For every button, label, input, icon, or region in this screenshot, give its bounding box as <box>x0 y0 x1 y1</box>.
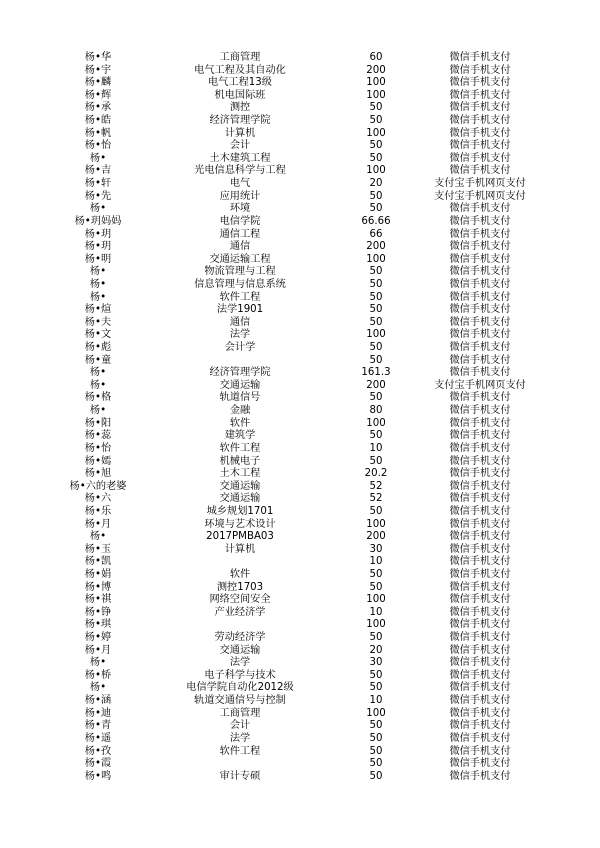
amount-cell: 100 <box>366 329 386 341</box>
payment-method-cell: 微信手机支付 <box>449 253 511 265</box>
payment-method-cell: 微信手机支付 <box>449 455 511 467</box>
payment-method-cell: 微信手机支付 <box>449 127 511 139</box>
donor-name-cell: 杨•玥 <box>84 228 112 240</box>
donor-name-cell: 杨•轩 <box>84 178 112 190</box>
table-row <box>0 418 600 431</box>
donor-name-cell: 杨•乐 <box>84 505 112 517</box>
donor-name-cell: 杨• <box>89 266 107 278</box>
amount-cell: 200 <box>366 241 386 253</box>
amount-cell: 66.66 <box>361 215 391 227</box>
table-row <box>0 632 600 645</box>
donor-name-cell: 杨•遥 <box>84 732 112 744</box>
table-row <box>0 682 600 695</box>
amount-cell: 50 <box>369 770 383 782</box>
table-row <box>0 582 600 595</box>
donor-name-cell: 杨•吉 <box>84 165 112 177</box>
donor-name-cell: 杨• <box>89 379 107 391</box>
department-cell: 计算机 <box>224 543 256 555</box>
payment-method-cell: 微信手机支付 <box>449 417 511 429</box>
table-row <box>0 556 600 569</box>
table-row <box>0 670 600 683</box>
department-cell: 计算机 <box>224 127 256 139</box>
table-row <box>0 178 600 191</box>
department-cell: 软件 <box>229 417 251 429</box>
department-cell: 机械电子 <box>219 455 261 467</box>
table-row <box>0 456 600 469</box>
department-cell: 测控1703 <box>216 581 264 593</box>
payment-method-cell: 微信手机支付 <box>449 152 511 164</box>
amount-cell: 50 <box>369 758 383 770</box>
department-cell: 交通运输工程 <box>209 253 271 265</box>
donor-name-cell: 杨•辉 <box>84 89 112 101</box>
table-row <box>0 90 600 103</box>
donor-name-cell: 杨•凯 <box>84 556 112 568</box>
amount-cell: 50 <box>369 266 383 278</box>
payment-method-cell: 微信手机支付 <box>449 568 511 580</box>
payment-method-cell: 微信手机支付 <box>449 89 511 101</box>
table-row <box>0 619 600 632</box>
table-row <box>0 102 600 115</box>
department-cell: 环境 <box>229 203 251 215</box>
table-row <box>0 645 600 658</box>
amount-cell: 50 <box>369 745 383 757</box>
donor-name-cell: 杨• <box>89 291 107 303</box>
amount-cell: 100 <box>366 253 386 265</box>
payment-method-cell: 微信手机支付 <box>449 480 511 492</box>
table-row <box>0 771 600 784</box>
donor-name-cell: 杨•宇 <box>84 64 112 76</box>
amount-cell: 30 <box>369 543 383 555</box>
donor-name-cell: 杨•六的老婆 <box>69 480 127 492</box>
donor-name-cell: 杨•玥 <box>84 241 112 253</box>
amount-cell: 50 <box>369 152 383 164</box>
donor-name-cell: 杨•明 <box>84 253 112 265</box>
payment-method-cell: 微信手机支付 <box>449 354 511 366</box>
department-cell: 土木建筑工程 <box>209 152 271 164</box>
donor-name-cell: 杨•琪 <box>84 619 112 631</box>
table-row <box>0 153 600 166</box>
donor-name-cell: 杨•华 <box>84 52 112 63</box>
donor-name-cell: 杨•桥 <box>84 669 112 681</box>
table-row <box>0 65 600 78</box>
payment-method-cell: 微信手机支付 <box>449 64 511 76</box>
donor-name-cell: 杨•文 <box>84 329 112 341</box>
donor-name-cell: 杨•玉 <box>84 543 112 555</box>
amount-cell: 50 <box>369 632 383 644</box>
donor-name-cell: 杨• <box>89 531 107 543</box>
department-cell: 电子科学与技术 <box>204 669 276 681</box>
table-row <box>0 304 600 317</box>
payment-method-cell: 支付宝手机网页支付 <box>434 178 526 190</box>
donor-name-cell: 杨• <box>89 682 107 694</box>
donation-table <box>0 52 600 783</box>
donor-name-cell: 杨•玥妈妈 <box>74 215 122 227</box>
department-cell: 经济管理学院 <box>209 367 271 379</box>
payment-method-cell: 微信手机支付 <box>449 581 511 593</box>
donor-name-cell: 杨•博 <box>84 581 112 593</box>
donor-name-cell: 杨•祺 <box>84 594 112 606</box>
table-row <box>0 191 600 204</box>
payment-method-cell: 微信手机支付 <box>449 405 511 417</box>
amount-cell: 100 <box>366 417 386 429</box>
donor-name-cell: 杨•帆 <box>84 127 112 139</box>
payment-method-cell: 微信手机支付 <box>449 367 511 379</box>
payment-method-cell: 微信手机支付 <box>449 745 511 757</box>
donor-name-cell: 杨• <box>89 405 107 417</box>
payment-method-cell: 微信手机支付 <box>449 52 511 63</box>
payment-method-cell: 微信手机支付 <box>449 266 511 278</box>
department-cell: 环境与艺术设计 <box>204 518 276 530</box>
table-row <box>0 519 600 532</box>
department-cell: 2017PMBA03 <box>206 531 274 543</box>
payment-method-cell: 微信手机支付 <box>449 720 511 732</box>
amount-cell: 100 <box>366 165 386 177</box>
department-cell: 产业经济学 <box>214 606 266 618</box>
amount-cell: 50 <box>369 140 383 152</box>
donor-name-cell: 杨•娟 <box>84 568 112 580</box>
payment-method-cell: 微信手机支付 <box>449 392 511 404</box>
donor-name-cell: 杨•夫 <box>84 316 112 328</box>
department-cell: 轨道信号 <box>219 392 261 404</box>
donor-name-cell: 杨• <box>89 203 107 215</box>
payment-method-cell: 微信手机支付 <box>449 682 511 694</box>
table-row <box>0 493 600 506</box>
payment-method-cell: 微信手机支付 <box>449 278 511 290</box>
donor-name-cell: 杨• <box>89 657 107 669</box>
amount-cell: 50 <box>369 291 383 303</box>
department-cell: 电气 <box>229 178 251 190</box>
amount-cell: 20 <box>369 178 383 190</box>
amount-cell: 50 <box>369 505 383 517</box>
department-cell <box>144 758 336 771</box>
amount-cell: 50 <box>369 430 383 442</box>
department-cell: 通信工程 <box>219 228 261 240</box>
table-row <box>0 720 600 733</box>
amount-cell: 60 <box>369 52 383 63</box>
department-cell: 审计专硕 <box>219 770 261 782</box>
department-cell: 光电信息科学与工程 <box>194 165 286 177</box>
department-cell: 轨道交通信号与控制 <box>194 695 286 707</box>
table-row <box>0 380 600 393</box>
department-cell: 软件工程 <box>219 442 261 454</box>
payment-method-cell: 微信手机支付 <box>449 732 511 744</box>
department-cell: 电信学院自动化2012级 <box>186 682 294 694</box>
department-cell: 电气工程及其自动化 <box>194 64 286 76</box>
amount-cell: 200 <box>366 531 386 543</box>
payment-method-cell: 微信手机支付 <box>449 140 511 152</box>
payment-method-cell: 微信手机支付 <box>449 606 511 618</box>
amount-cell: 50 <box>369 581 383 593</box>
table-row <box>0 392 600 405</box>
amount-cell: 50 <box>369 102 383 114</box>
department-cell: 交通运输 <box>219 379 261 391</box>
donor-name-cell: 杨•月 <box>84 518 112 530</box>
donor-name-cell: 杨•蕊 <box>84 430 112 442</box>
amount-cell: 100 <box>366 594 386 606</box>
amount-cell: 10 <box>369 695 383 707</box>
table-row <box>0 405 600 418</box>
payment-method-cell: 微信手机支付 <box>449 669 511 681</box>
table-row <box>0 695 600 708</box>
donor-name-cell: 杨•彪 <box>84 342 112 354</box>
payment-method-cell: 微信手机支付 <box>449 695 511 707</box>
department-cell: 测控 <box>229 102 251 114</box>
department-cell: 交通运输 <box>219 480 261 492</box>
table-row <box>0 758 600 771</box>
payment-method-cell: 微信手机支付 <box>449 342 511 354</box>
donor-name-cell: 杨•霞 <box>84 758 112 770</box>
amount-cell: 52 <box>369 493 383 505</box>
table-row <box>0 77 600 90</box>
payment-method-cell: 微信手机支付 <box>449 442 511 454</box>
amount-cell: 20 <box>369 644 383 656</box>
table-row <box>0 115 600 128</box>
table-row <box>0 367 600 380</box>
department-cell: 交通运输 <box>219 493 261 505</box>
amount-cell: 10 <box>369 442 383 454</box>
table-row <box>0 241 600 254</box>
table-row <box>0 468 600 481</box>
department-cell <box>144 355 336 368</box>
payment-method-cell: 微信手机支付 <box>449 316 511 328</box>
table-row <box>0 165 600 178</box>
donor-name-cell: 杨•孜 <box>84 745 112 757</box>
department-cell: 金融 <box>229 405 251 417</box>
donor-name-cell: 杨•铮 <box>84 606 112 618</box>
amount-cell: 30 <box>369 657 383 669</box>
payment-method-cell: 微信手机支付 <box>449 291 511 303</box>
table-row <box>0 506 600 519</box>
payment-method-cell: 微信手机支付 <box>449 632 511 644</box>
payment-method-cell: 微信手机支付 <box>449 505 511 517</box>
table-row <box>0 342 600 355</box>
amount-cell: 100 <box>366 707 386 719</box>
department-cell: 电信学院 <box>219 215 261 227</box>
amount-cell: 66 <box>369 228 383 240</box>
amount-cell: 50 <box>369 568 383 580</box>
amount-cell: 100 <box>366 77 386 89</box>
table-row <box>0 229 600 242</box>
department-cell: 经济管理学院 <box>209 115 271 127</box>
department-cell: 机电国际班 <box>214 89 266 101</box>
table-row <box>0 140 600 153</box>
payment-method-cell: 微信手机支付 <box>449 644 511 656</box>
department-cell: 工商管理 <box>219 52 261 63</box>
department-cell: 软件工程 <box>219 745 261 757</box>
donor-name-cell: 杨•先 <box>84 190 112 202</box>
department-cell: 物流管理与工程 <box>204 266 276 278</box>
amount-cell: 100 <box>366 619 386 631</box>
department-cell: 网络空间安全 <box>209 594 271 606</box>
table-row <box>0 430 600 443</box>
donor-name-cell: 杨•皓 <box>84 115 112 127</box>
amount-cell: 20.2 <box>364 468 388 480</box>
payment-method-cell: 微信手机支付 <box>449 203 511 215</box>
table-row <box>0 329 600 342</box>
payment-method-cell: 微信手机支付 <box>449 770 511 782</box>
department-cell: 建筑学 <box>224 430 256 442</box>
donor-name-cell: 杨•六 <box>84 493 112 505</box>
payment-method-cell: 支付宝手机网页支付 <box>434 379 526 391</box>
payment-method-cell: 微信手机支付 <box>449 531 511 543</box>
amount-cell: 50 <box>369 278 383 290</box>
payment-method-cell: 微信手机支付 <box>449 707 511 719</box>
amount-cell: 50 <box>369 115 383 127</box>
payment-method-cell: 微信手机支付 <box>449 594 511 606</box>
department-cell: 城乡规划1701 <box>206 505 274 517</box>
amount-cell: 80 <box>369 405 383 417</box>
table-row <box>0 569 600 582</box>
payment-method-cell: 微信手机支付 <box>449 115 511 127</box>
table-row <box>0 746 600 759</box>
amount-cell: 50 <box>369 720 383 732</box>
donor-name-cell: 杨•婷 <box>84 632 112 644</box>
amount-cell: 100 <box>366 89 386 101</box>
amount-cell: 100 <box>366 518 386 530</box>
amount-cell: 50 <box>369 669 383 681</box>
department-cell: 软件工程 <box>219 291 261 303</box>
table-row <box>0 216 600 229</box>
amount-cell: 200 <box>366 379 386 391</box>
payment-method-cell: 微信手机支付 <box>449 556 511 568</box>
amount-cell: 161.3 <box>361 367 391 379</box>
table-row <box>0 733 600 746</box>
department-cell: 法学 <box>229 329 251 341</box>
department-cell: 交通运输 <box>219 644 261 656</box>
department-cell <box>144 619 336 632</box>
table-row <box>0 254 600 267</box>
payment-method-cell: 微信手机支付 <box>449 468 511 480</box>
payment-method-cell: 微信手机支付 <box>449 543 511 555</box>
department-cell: 会计 <box>229 140 251 152</box>
table-row <box>0 317 600 330</box>
amount-cell: 50 <box>369 342 383 354</box>
payment-method-cell: 微信手机支付 <box>449 493 511 505</box>
department-cell: 法学1901 <box>216 304 264 316</box>
amount-cell: 50 <box>369 190 383 202</box>
donor-name-cell: 杨•承 <box>84 102 112 114</box>
amount-cell: 100 <box>366 127 386 139</box>
payment-method-cell: 微信手机支付 <box>449 241 511 253</box>
donor-name-cell: 杨•旭 <box>84 468 112 480</box>
department-cell: 电气工程13级 <box>208 77 272 89</box>
table-row <box>0 292 600 305</box>
department-cell: 会计学 <box>224 342 256 354</box>
payment-method-cell: 微信手机支付 <box>449 518 511 530</box>
payment-method-cell: 微信手机支付 <box>449 77 511 89</box>
table-row <box>0 355 600 368</box>
amount-cell: 200 <box>366 64 386 76</box>
amount-cell: 10 <box>369 606 383 618</box>
donor-name-cell: 杨•迪 <box>84 707 112 719</box>
donor-name-cell: 杨•怡 <box>84 442 112 454</box>
payment-method-cell: 微信手机支付 <box>449 228 511 240</box>
table-row <box>0 443 600 456</box>
department-cell: 劳动经济学 <box>214 632 266 644</box>
donor-name-cell: 杨•阳 <box>84 417 112 429</box>
table-row <box>0 279 600 292</box>
table-row <box>0 544 600 557</box>
table-row <box>0 128 600 141</box>
department-cell: 土木工程 <box>219 468 261 480</box>
donor-name-cell: 杨•煊 <box>84 304 112 316</box>
table-row <box>0 657 600 670</box>
table-row <box>0 203 600 216</box>
table-row <box>0 594 600 607</box>
payment-method-cell: 微信手机支付 <box>449 758 511 770</box>
department-cell: 法学 <box>229 657 251 669</box>
payment-method-cell: 微信手机支付 <box>449 102 511 114</box>
amount-cell: 50 <box>369 455 383 467</box>
amount-cell: 52 <box>369 480 383 492</box>
payment-method-cell: 微信手机支付 <box>449 619 511 631</box>
donor-name-cell: 杨•青 <box>84 720 112 732</box>
table-row <box>0 708 600 721</box>
department-cell: 法学 <box>229 732 251 744</box>
table-row <box>0 531 600 544</box>
amount-cell: 50 <box>369 682 383 694</box>
payment-method-cell: 微信手机支付 <box>449 430 511 442</box>
donor-name-cell: 杨•怡 <box>84 140 112 152</box>
department-cell: 应用统计 <box>219 190 261 202</box>
amount-cell: 50 <box>369 304 383 316</box>
amount-cell: 50 <box>369 392 383 404</box>
amount-cell: 50 <box>369 354 383 366</box>
payment-method-cell: 微信手机支付 <box>449 304 511 316</box>
donor-name-cell: 杨•童 <box>84 354 112 366</box>
department-cell: 工商管理 <box>219 707 261 719</box>
payment-method-cell: 微信手机支付 <box>449 165 511 177</box>
donor-name-cell: 杨• <box>89 278 107 290</box>
table-row <box>0 607 600 620</box>
department-cell: 会计 <box>229 720 251 732</box>
amount-cell: 50 <box>369 316 383 328</box>
amount-cell: 50 <box>369 203 383 215</box>
department-cell: 通信 <box>229 316 251 328</box>
table-row <box>0 266 600 279</box>
donor-name-cell: 杨•格 <box>84 392 112 404</box>
amount-cell: 10 <box>369 556 383 568</box>
payment-method-cell: 微信手机支付 <box>449 329 511 341</box>
donor-name-cell: 杨•月 <box>84 644 112 656</box>
donor-name-cell: 杨•嫣 <box>84 455 112 467</box>
donor-name-cell: 杨•鸣 <box>84 770 112 782</box>
donor-name-cell: 杨•麟 <box>84 77 112 89</box>
donor-name-cell: 杨• <box>89 152 107 164</box>
department-cell: 软件 <box>229 568 251 580</box>
amount-cell: 50 <box>369 732 383 744</box>
payment-method-cell: 微信手机支付 <box>449 215 511 227</box>
donor-name-cell: 杨• <box>89 367 107 379</box>
table-row <box>0 52 600 65</box>
table-row <box>0 481 600 494</box>
payment-method-cell: 支付宝手机网页支付 <box>434 190 526 202</box>
department-cell <box>144 556 336 569</box>
donor-name-cell: 杨•涵 <box>84 695 112 707</box>
department-cell: 信息管理与信息系统 <box>194 278 286 290</box>
department-cell: 通信 <box>229 241 251 253</box>
payment-method-cell: 微信手机支付 <box>449 657 511 669</box>
